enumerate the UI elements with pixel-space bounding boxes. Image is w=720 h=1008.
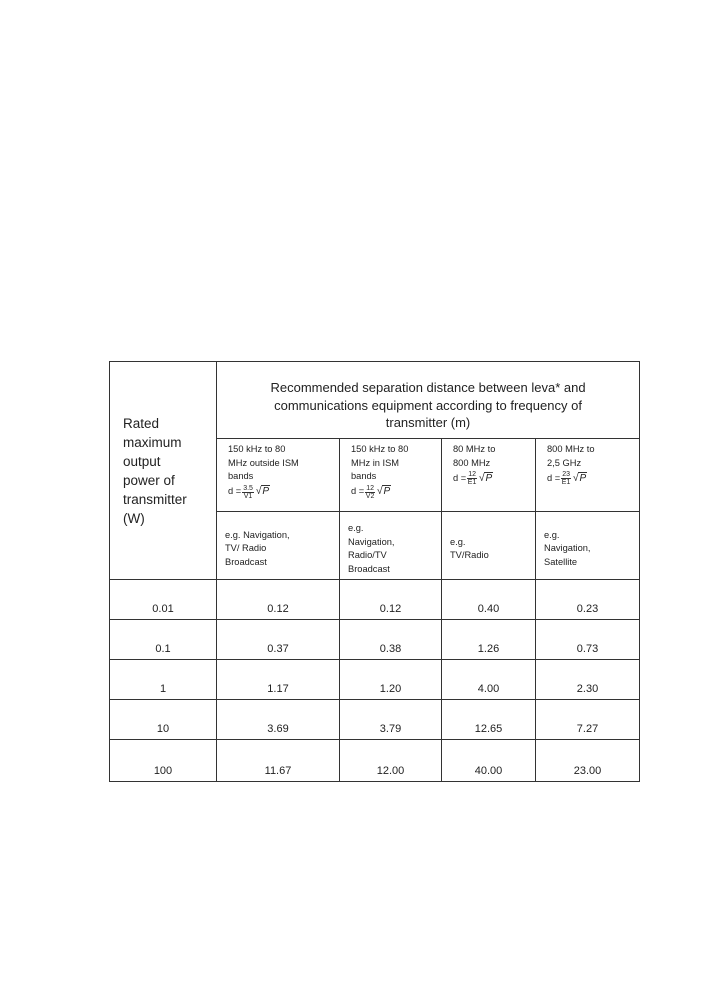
example-line: Satellite [544,556,578,567]
header-row-main [110,362,640,439]
formula-denominator: V1 [243,492,253,500]
example-line: e.g. [450,536,466,547]
sqrt-variable: P [485,472,493,484]
rated-label-line: maximum [123,435,182,450]
table-row [110,660,640,700]
distance-formula [547,471,639,486]
example-line: TV/ Radio [225,543,267,554]
power-value-cell: 1 [110,660,217,700]
frequency-range-line: 150 kHz to 80 [351,444,409,454]
distance-value-cell: 0.37 [217,620,340,660]
formula-denominator: V2 [365,492,375,500]
distance-value-cell: 0.38 [340,620,442,660]
header-line: transmitter (m) [385,415,471,430]
distance-value-cell: 0.73 [536,620,640,660]
formula-denominator: E1 [561,479,571,486]
power-value-cell: 10 [110,700,217,740]
power-value-cell: 0.1 [110,620,217,660]
rated-label-line: transmitter [123,492,187,507]
formula-numerator: 12 [468,471,476,478]
sqrt-sign: √ [572,472,579,484]
formula-numerator: 3.5 [243,484,253,492]
distance-value-cell: 1.17 [217,660,340,700]
formula-fraction [365,485,375,500]
sqrt-symbol [256,485,270,499]
example-line: Navigation, [348,536,395,547]
rated-label-line: Rated [123,416,160,431]
formula-prefix: d = [351,486,365,497]
distance-formula [228,485,339,500]
formula-fraction [561,471,571,486]
distance-value-cell: 40.00 [442,740,536,782]
formula-prefix: d = [228,486,242,497]
distance-value-cell: 1.26 [442,620,536,660]
distance-formula [453,471,535,486]
example-usage-cell [536,512,640,580]
formula-fraction [467,471,477,486]
frequency-range-header [442,439,536,512]
example-usage-cell [340,512,442,580]
distance-value-cell: 0.40 [442,580,536,620]
example-line: e.g. Navigation, [225,529,290,540]
distance-value-cell: 12.00 [340,740,442,782]
table-body [110,580,640,782]
frequency-range-line: 800 MHz [453,457,491,468]
distance-value-cell: 4.00 [442,660,536,700]
frequency-range-header [536,439,640,512]
rated-power-header [110,362,217,580]
frequency-range-line: bands [351,471,377,481]
sqrt-variable: P [579,472,587,484]
frequency-range-line: 80 MHz to [453,444,496,454]
table-row [110,700,640,740]
frequency-range-line: MHz outside ISM [228,457,299,468]
sqrt-symbol [573,472,587,486]
table-row [110,740,640,782]
frequency-range-line: 150 kHz to 80 [228,444,286,454]
distance-value-cell: 1.20 [340,660,442,700]
sqrt-symbol [479,472,493,486]
frequency-range-line: bands [228,471,254,481]
separation-distance-header [217,362,640,439]
sqrt-sign: √ [478,472,485,484]
sqrt-sign: √ [376,486,383,498]
distance-value-cell: 0.23 [536,580,640,620]
frequency-range-line: MHz in ISM [351,457,400,468]
table-row [110,620,640,660]
sqrt-sign: √ [255,486,262,498]
formula-prefix: d = [453,472,467,483]
distance-value-cell: 11.67 [217,740,340,782]
example-line: Navigation, [544,543,591,554]
sqrt-variable: P [262,486,270,498]
example-line: Broadcast [348,563,390,574]
table-row [110,580,640,620]
distance-formula [351,485,441,500]
example-line: Radio/TV [348,550,387,560]
example-line: Broadcast [225,556,267,567]
formula-numerator: 23 [562,471,570,478]
rated-label-line: (W) [123,511,145,526]
separation-distance-table [109,361,640,782]
header-line: communications equipment according to frequency of [274,397,582,413]
example-line: TV/Radio [450,550,489,560]
sqrt-symbol [377,485,391,499]
frequency-range-header [340,439,442,512]
distance-value-cell: 12.65 [442,700,536,740]
sqrt-variable: P [383,486,391,498]
formula-denominator: E1 [467,479,477,486]
distance-value-cell: 23.00 [536,740,640,782]
example-usage-cell [217,512,340,580]
header-line: Recommended separation distance between leva* and [270,380,586,395]
power-value-cell: 100 [110,740,217,782]
formula-fraction [242,485,254,500]
example-line: e.g. [348,523,364,533]
power-value-cell: 0.01 [110,580,217,620]
formula-numerator: 12 [366,484,374,492]
example-usage-cell [442,512,536,580]
rated-label-line: power of [123,473,175,488]
distance-value-cell: 2.30 [536,660,640,700]
rated-label-line: output [123,454,161,469]
example-line: e.g. [544,529,560,540]
frequency-range-line: 2,5 GHz [547,457,582,468]
frequency-range-header [217,439,340,512]
distance-value-cell: 7.27 [536,700,640,740]
distance-value-cell: 0.12 [217,580,340,620]
distance-value-cell: 3.79 [340,700,442,740]
distance-value-cell: 3.69 [217,700,340,740]
distance-value-cell: 0.12 [340,580,442,620]
formula-prefix: d = [547,472,561,483]
frequency-range-line: 800 MHz to [547,444,595,454]
